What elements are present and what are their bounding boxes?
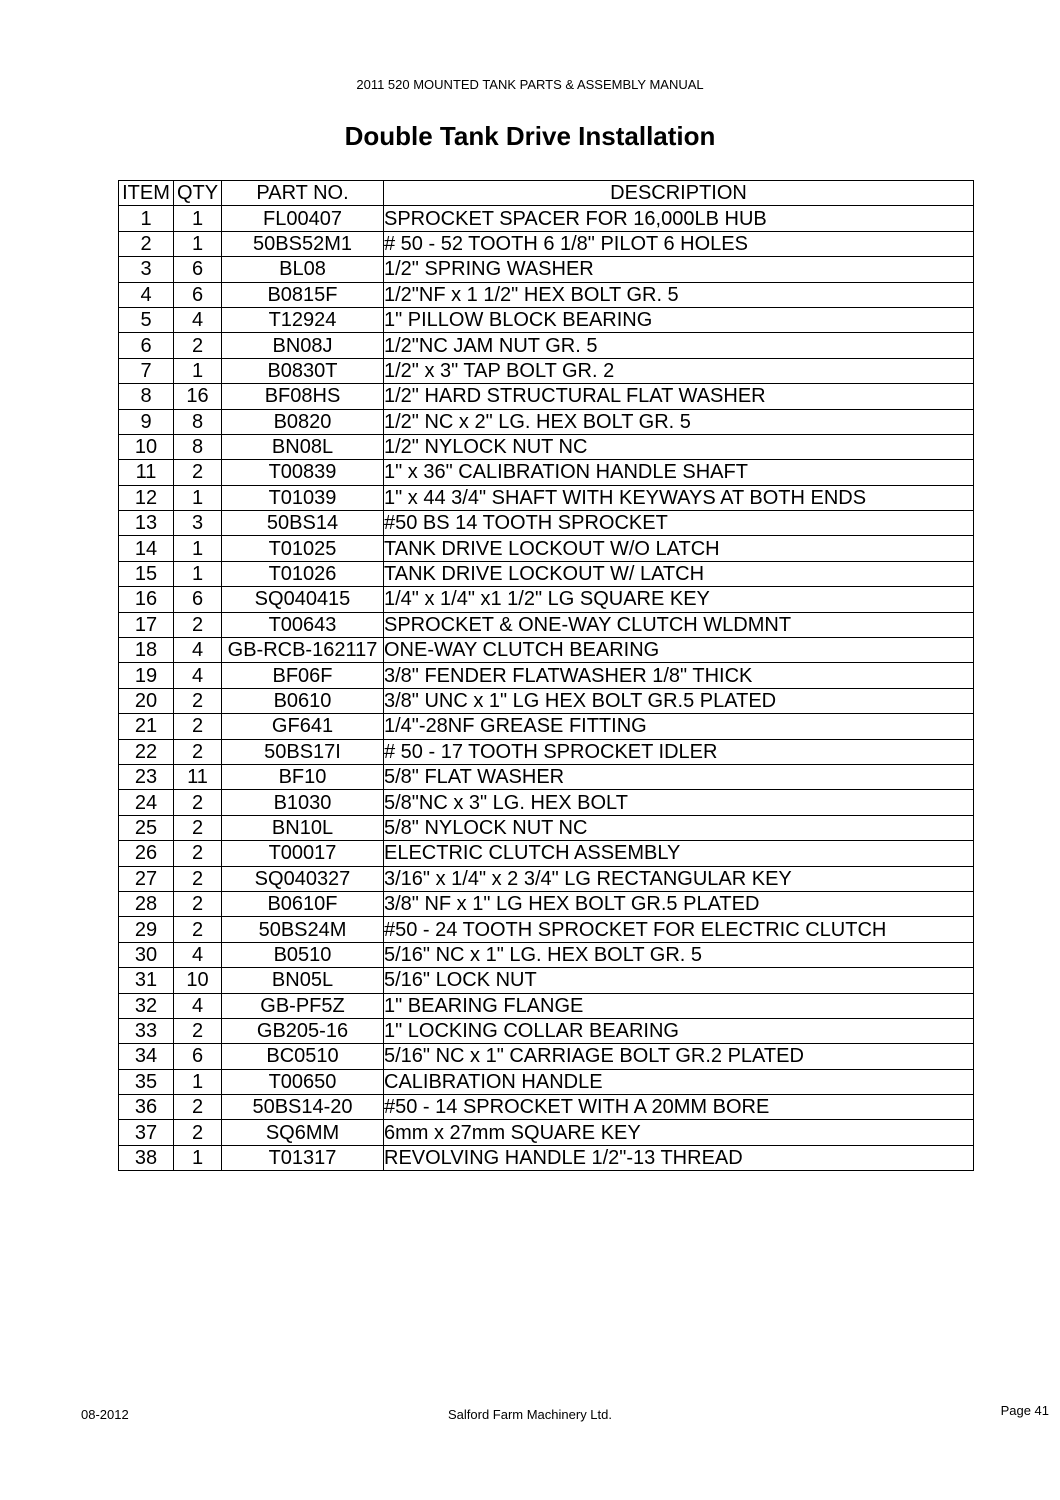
table-row [119, 815, 974, 840]
cell-description: 5/16" NC x 1" CARRIAGE BOLT GR.2 PLATED [384, 1044, 974, 1069]
table-row [119, 790, 974, 815]
table-row [119, 638, 974, 663]
cell-qty: 11 [174, 764, 222, 789]
table-row [119, 663, 974, 688]
table-row [119, 1120, 974, 1145]
cell-qty: 1 [174, 1145, 222, 1170]
column-header-part-no: PART NO. [222, 181, 384, 206]
cell-description: 3/8" FENDER FLATWASHER 1/8" THICK [384, 663, 974, 688]
cell-part-no: BN10L [222, 815, 384, 840]
cell-description: # 50 - 52 TOOTH 6 1/8" PILOT 6 HOLES [384, 231, 974, 256]
table-row [119, 714, 974, 739]
cell-qty: 2 [174, 815, 222, 840]
cell-part-no: GB-RCB-162117 [222, 638, 384, 663]
cell-qty: 2 [174, 714, 222, 739]
cell-qty: 1 [174, 358, 222, 383]
cell-description: 5/16" LOCK NUT [384, 968, 974, 993]
cell-qty: 16 [174, 384, 222, 409]
column-header-qty: QTY [174, 181, 222, 206]
table-row [119, 1018, 974, 1043]
cell-description: TANK DRIVE LOCKOUT W/O LATCH [384, 536, 974, 561]
table-row [119, 917, 974, 942]
cell-qty: 6 [174, 257, 222, 282]
cell-qty: 2 [174, 1018, 222, 1043]
cell-description: 1" LOCKING COLLAR BEARING [384, 1018, 974, 1043]
cell-description: 3/16" x 1/4" x 2 3/4" LG RECTANGULAR KEY [384, 866, 974, 891]
table-row [119, 384, 974, 409]
cell-qty: 4 [174, 638, 222, 663]
cell-description: 1/2" NC x 2" LG. HEX BOLT GR. 5 [384, 409, 974, 434]
table-row [119, 993, 974, 1018]
footer-company: Salford Farm Machinery Ltd. [447, 1407, 612, 1422]
cell-description: 1/4"-28NF GREASE FITTING [384, 714, 974, 739]
table-row [119, 587, 974, 612]
table-row [119, 307, 974, 332]
cell-item: 15 [119, 561, 174, 586]
cell-item: 33 [119, 1018, 174, 1043]
cell-description: 1" PILLOW BLOCK BEARING [384, 307, 974, 332]
cell-part-no: T00017 [222, 841, 384, 866]
cell-item: 24 [119, 790, 174, 815]
cell-description: 5/8"NC x 3" LG. HEX BOLT [384, 790, 974, 815]
cell-qty: 6 [174, 587, 222, 612]
cell-item: 18 [119, 638, 174, 663]
cell-part-no: 50BS17I [222, 739, 384, 764]
column-header-item: ITEM [119, 181, 174, 206]
table-row [119, 612, 974, 637]
cell-qty: 1 [174, 231, 222, 256]
cell-qty: 8 [174, 434, 222, 459]
cell-part-no: T01026 [222, 561, 384, 586]
cell-item: 8 [119, 384, 174, 409]
cell-item: 9 [119, 409, 174, 434]
cell-item: 30 [119, 942, 174, 967]
cell-part-no: B0820 [222, 409, 384, 434]
cell-item: 19 [119, 663, 174, 688]
cell-qty: 2 [174, 1095, 222, 1120]
page-number: Page 41 [1000, 1403, 1049, 1418]
table-row [119, 942, 974, 967]
cell-item: 14 [119, 536, 174, 561]
cell-qty: 4 [174, 307, 222, 332]
cell-qty: 1 [174, 485, 222, 510]
cell-part-no: T01039 [222, 485, 384, 510]
parts-table-body [119, 206, 974, 1171]
cell-description: SPROCKET & ONE-WAY CLUTCH WLDMNT [384, 612, 974, 637]
cell-part-no: 50BS14 [222, 511, 384, 536]
cell-part-no: 50BS52M1 [222, 231, 384, 256]
table-row [119, 206, 974, 231]
cell-description: 1/2" x 3" TAP BOLT GR. 2 [384, 358, 974, 383]
cell-part-no: BF08HS [222, 384, 384, 409]
cell-part-no: T01025 [222, 536, 384, 561]
cell-item: 35 [119, 1069, 174, 1094]
cell-qty: 4 [174, 663, 222, 688]
cell-qty: 10 [174, 968, 222, 993]
cell-part-no: BC0510 [222, 1044, 384, 1069]
cell-qty: 2 [174, 739, 222, 764]
table-row [119, 231, 974, 256]
parts-table [118, 180, 974, 1171]
cell-item: 34 [119, 1044, 174, 1069]
cell-qty: 1 [174, 206, 222, 231]
cell-item: 17 [119, 612, 174, 637]
cell-item: 3 [119, 257, 174, 282]
cell-item: 22 [119, 739, 174, 764]
cell-part-no: GF641 [222, 714, 384, 739]
cell-part-no: B0830T [222, 358, 384, 383]
cell-item: 26 [119, 841, 174, 866]
cell-description: 1/4" x 1/4" x1 1/2" LG SQUARE KEY [384, 587, 974, 612]
cell-qty: 1 [174, 1069, 222, 1094]
cell-part-no: BL08 [222, 257, 384, 282]
cell-part-no: T00839 [222, 460, 384, 485]
cell-description: 1/2" SPRING WASHER [384, 257, 974, 282]
cell-part-no: FL00407 [222, 206, 384, 231]
table-row [119, 841, 974, 866]
cell-qty: 2 [174, 333, 222, 358]
cell-part-no: B1030 [222, 790, 384, 815]
cell-description: ELECTRIC CLUTCH ASSEMBLY [384, 841, 974, 866]
cell-qty: 2 [174, 612, 222, 637]
cell-part-no: T01317 [222, 1145, 384, 1170]
cell-qty: 2 [174, 866, 222, 891]
table-row [119, 282, 974, 307]
cell-description: 1" x 44 3/4" SHAFT WITH KEYWAYS AT BOTH ENDS [384, 485, 974, 510]
cell-qty: 1 [174, 536, 222, 561]
cell-qty: 1 [174, 561, 222, 586]
cell-item: 23 [119, 764, 174, 789]
cell-part-no: BF10 [222, 764, 384, 789]
cell-part-no: BF06F [222, 663, 384, 688]
cell-description: 3/8" NF x 1" LG HEX BOLT GR.5 PLATED [384, 891, 974, 916]
cell-part-no: B0815F [222, 282, 384, 307]
table-row [119, 561, 974, 586]
cell-item: 29 [119, 917, 174, 942]
cell-description: SPROCKET SPACER FOR 16,000LB HUB [384, 206, 974, 231]
cell-item: 25 [119, 815, 174, 840]
page-title: Double Tank Drive Installation [344, 121, 716, 151]
cell-qty: 2 [174, 841, 222, 866]
cell-description: #50 - 24 TOOTH SPROCKET FOR ELECTRIC CLUTCH [384, 917, 974, 942]
table-row [119, 434, 974, 459]
cell-part-no: B0610 [222, 688, 384, 713]
cell-description: 1" x 36" CALIBRATION HANDLE SHAFT [384, 460, 974, 485]
cell-description: TANK DRIVE LOCKOUT W/ LATCH [384, 561, 974, 586]
cell-qty: 2 [174, 891, 222, 916]
cell-item: 4 [119, 282, 174, 307]
cell-part-no: B0610F [222, 891, 384, 916]
cell-qty: 2 [174, 790, 222, 815]
cell-qty: 8 [174, 409, 222, 434]
cell-description: CALIBRATION HANDLE [384, 1069, 974, 1094]
cell-part-no: T00643 [222, 612, 384, 637]
table-row [119, 1069, 974, 1094]
cell-item: 38 [119, 1145, 174, 1170]
cell-description: 5/8" FLAT WASHER [384, 764, 974, 789]
cell-qty: 2 [174, 1120, 222, 1145]
table-row [119, 333, 974, 358]
cell-item: 5 [119, 307, 174, 332]
table-row [119, 764, 974, 789]
cell-part-no: SQ040415 [222, 587, 384, 612]
cell-qty: 6 [174, 1044, 222, 1069]
cell-item: 16 [119, 587, 174, 612]
cell-description: #50 BS 14 TOOTH SPROCKET [384, 511, 974, 536]
manual-title: 2011 520 MOUNTED TANK PARTS & ASSEMBLY MANUAL [356, 77, 704, 92]
table-row [119, 1044, 974, 1069]
cell-description: 5/8" NYLOCK NUT NC [384, 815, 974, 840]
table-row [119, 460, 974, 485]
table-row [119, 1145, 974, 1170]
cell-part-no: 50BS24M [222, 917, 384, 942]
cell-qty: 4 [174, 993, 222, 1018]
cell-part-no: T00650 [222, 1069, 384, 1094]
table-header-row [119, 181, 974, 206]
cell-description: REVOLVING HANDLE 1/2"-13 THREAD [384, 1145, 974, 1170]
table-row [119, 688, 974, 713]
cell-item: 32 [119, 993, 174, 1018]
cell-description: 1/2"NF x 1 1/2" HEX BOLT GR. 5 [384, 282, 974, 307]
cell-qty: 2 [174, 460, 222, 485]
cell-item: 1 [119, 206, 174, 231]
table-row [119, 866, 974, 891]
cell-part-no: B0510 [222, 942, 384, 967]
cell-qty: 2 [174, 917, 222, 942]
cell-description: 1/2" HARD STRUCTURAL FLAT WASHER [384, 384, 974, 409]
table-row [119, 485, 974, 510]
column-header-description: DESCRIPTION [384, 181, 974, 206]
cell-part-no: 50BS14-20 [222, 1095, 384, 1120]
cell-description: 1/2" NYLOCK NUT NC [384, 434, 974, 459]
cell-item: 21 [119, 714, 174, 739]
cell-item: 6 [119, 333, 174, 358]
table-row [119, 1095, 974, 1120]
cell-item: 13 [119, 511, 174, 536]
cell-item: 28 [119, 891, 174, 916]
cell-item: 31 [119, 968, 174, 993]
table-row [119, 891, 974, 916]
cell-qty: 3 [174, 511, 222, 536]
cell-part-no: BN05L [222, 968, 384, 993]
cell-item: 12 [119, 485, 174, 510]
cell-item: 36 [119, 1095, 174, 1120]
cell-description: 3/8" UNC x 1" LG HEX BOLT GR.5 PLATED [384, 688, 974, 713]
cell-description: 6mm x 27mm SQUARE KEY [384, 1120, 974, 1145]
cell-qty: 4 [174, 942, 222, 967]
cell-description: ONE-WAY CLUTCH BEARING [384, 638, 974, 663]
cell-qty: 6 [174, 282, 222, 307]
cell-part-no: T12924 [222, 307, 384, 332]
table-row [119, 739, 974, 764]
footer-date: 08-2012 [81, 1407, 129, 1422]
table-row [119, 968, 974, 993]
cell-qty: 2 [174, 688, 222, 713]
table-row [119, 257, 974, 282]
cell-part-no: BN08J [222, 333, 384, 358]
cell-item: 2 [119, 231, 174, 256]
cell-part-no: GB-PF5Z [222, 993, 384, 1018]
cell-description: 1" BEARING FLANGE [384, 993, 974, 1018]
cell-part-no: SQ6MM [222, 1120, 384, 1145]
table-row [119, 536, 974, 561]
cell-item: 37 [119, 1120, 174, 1145]
cell-part-no: SQ040327 [222, 866, 384, 891]
cell-item: 11 [119, 460, 174, 485]
cell-part-no: BN08L [222, 434, 384, 459]
cell-item: 20 [119, 688, 174, 713]
cell-part-no: GB205-16 [222, 1018, 384, 1043]
cell-item: 10 [119, 434, 174, 459]
cell-description: #50 - 14 SPROCKET WITH A 20MM BORE [384, 1095, 974, 1120]
table-row [119, 358, 974, 383]
cell-description: 5/16" NC x 1" LG. HEX BOLT GR. 5 [384, 942, 974, 967]
cell-item: 7 [119, 358, 174, 383]
cell-description: 1/2"NC JAM NUT GR. 5 [384, 333, 974, 358]
table-row [119, 409, 974, 434]
cell-description: # 50 - 17 TOOTH SPROCKET IDLER [384, 739, 974, 764]
cell-item: 27 [119, 866, 174, 891]
table-row [119, 511, 974, 536]
